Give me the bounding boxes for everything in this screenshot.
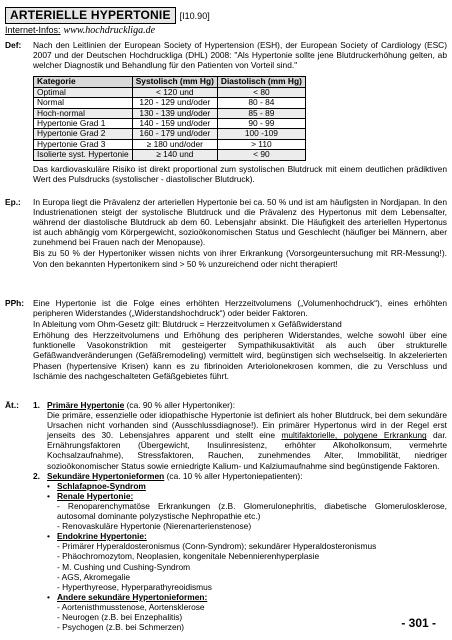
page-number: - 301 - bbox=[401, 616, 436, 630]
bullet-icon: • bbox=[47, 531, 50, 542]
table-cell: ≥ 140 und bbox=[132, 150, 217, 160]
epidemiology-paragraph: Bis zu 50 % der Hypertoniker wissen nichts von ihrer Erkrankung (Vorsorgeuntersuchung mit RR-Messung!). Von den bekannten Hypertonikern sind > 50 % unzureichend oder nicht therapiert! bbox=[33, 248, 447, 269]
item-number: 1. bbox=[33, 400, 40, 410]
table-cell: Normal bbox=[34, 98, 133, 108]
list-item bbox=[47, 491, 447, 531]
bullet-heading: Schlafapnoe-Syndrom bbox=[57, 480, 146, 491]
list-item bbox=[47, 531, 447, 592]
table-cell: Hypertonie Grad 3 bbox=[34, 139, 133, 149]
item-number: 2. bbox=[33, 470, 40, 481]
definition-text: Nach den Leitlinien der European Society of Hypertension (ESH), der European Society of Cardiology (ESC) 2007 und der Deutschen Hochdruckliga (DHL) 2008: "Als Hypertonie sollte jene Blutdruckerhöhung gelten, ab welcher Diagnostik und Behandlung für den Patienten von Vorteil sind." bbox=[33, 40, 447, 71]
table-cell: ≥ 180 und/oder bbox=[132, 139, 217, 149]
table-row bbox=[34, 98, 306, 108]
pathophysiology-paragraph: Erhöhung des Herzzeitvolumens und Erhöhung des peripheren Widerstandes, welche sowohl über eine funktionelle Vasokonstriktion mit gesteigerter Sympathikusaktivität als auch über strukturelle Gefäßwandveränderungen (Gefäßremodeling) vermittelt wird, begünstigen sich wechselseitig. In akzelerierten Phasen (hypertensive Krisen) kann es zu fibrinoiden Arteriolonekrosen kommen, die zu Verschluss und Ischämie des nachgeschalteten Gefäßgebietes führt. bbox=[33, 330, 447, 381]
list-item bbox=[47, 592, 447, 632]
table-cell: < 80 bbox=[217, 87, 305, 97]
pathophysiology-section bbox=[5, 298, 447, 381]
internet-label: Internet-Infos: bbox=[5, 25, 61, 35]
table-cell: 85 - 89 bbox=[217, 108, 305, 118]
icd-code: [I10.90] bbox=[179, 10, 210, 21]
bullet-icon: • bbox=[47, 591, 50, 602]
bullet-heading: Endokrine Hypertonie: bbox=[57, 531, 147, 542]
sub-line: - Hyperthyreose, Hyperparathyreoidismus bbox=[57, 581, 212, 592]
table-cell: < 120 und bbox=[132, 87, 217, 97]
pathophysiology-paragraph: Eine Hypertonie ist die Folge eines erhöhten Herzzeitvolumens („Volumenhochdruck“), eines erhöhten peripheren Widerstandes („Widerstandshochdruck“) oder beider Faktoren. bbox=[33, 298, 447, 319]
sub-line: - Primärer Hyperaldosteronismus (Conn-Syndrom); sekundärer Hyperaldosteronismus bbox=[57, 541, 377, 552]
table-cell: 140 - 159 und/oder bbox=[132, 118, 217, 128]
sub-line: - Neurogen (z.B. bei Enzephalitis) bbox=[57, 611, 183, 622]
etiology-item-primary bbox=[33, 400, 447, 471]
table-note: Das kardiovaskuläre Risiko ist direkt proportional zum systolischen Blutdruck mit einem deutlichen prädiktiven Wert des Pulsdrucks (systolischer - diastolischer Blutdruck). bbox=[33, 163, 447, 184]
epidemiology-label: Ep.: bbox=[5, 197, 21, 207]
section-header bbox=[5, 7, 210, 24]
item-heading-rest: (ca. 10 % aller Hypertoniepatienten): bbox=[164, 470, 303, 481]
definition-section bbox=[5, 40, 447, 184]
table-row bbox=[34, 150, 306, 160]
table-row bbox=[34, 108, 306, 118]
table-cell: Hoch-normal bbox=[34, 108, 133, 118]
section-title: ARTERIELLE HYPERTONIE bbox=[5, 7, 176, 24]
item-heading: Primäre Hypertonie bbox=[47, 400, 125, 410]
internet-infos bbox=[5, 25, 155, 36]
internet-url[interactable]: www.hochdruckliga.de bbox=[63, 25, 156, 36]
primary-text: dar. Ernährungsfaktoren (Übergewicht, Insulinresistenz, erhöhter Alkoholkonsum, vermehrte Kochsalzaufnahme), Stressfaktoren, Rauchen, zunehmendes Alter, Immobilität, niedriger sozioökonomischer Status sowie erniedrigte Kalium- und Kalziumaufnahme sind begünstigende Faktoren. bbox=[47, 430, 447, 471]
table-cell: 120 - 129 und/oder bbox=[132, 98, 217, 108]
item-heading: Sekundäre Hypertonieformen bbox=[47, 470, 165, 481]
table-header: Diastolisch (mm Hg) bbox=[217, 77, 305, 87]
table-cell: Hypertonie Grad 2 bbox=[34, 129, 133, 139]
bullet-heading: Renale Hypertonie: bbox=[57, 490, 134, 501]
table-cell: 130 - 139 und/oder bbox=[132, 108, 217, 118]
bp-classification-table bbox=[33, 76, 306, 160]
table-header: Systolisch (mm Hg) bbox=[132, 77, 217, 87]
table-row bbox=[34, 118, 306, 128]
table-row bbox=[34, 87, 306, 97]
table-cell: < 90 bbox=[217, 150, 305, 160]
table-cell: Optimal bbox=[34, 87, 133, 97]
bullet-heading: Andere sekundäre Hypertonieformen: bbox=[57, 591, 208, 602]
epidemiology-paragraph: In Europa liegt die Prävalenz der arteriellen Hypertonie bei ca. 50 % und ist am häufigsten in Nordjapan. In den Industrienationen steigt der systolische Blutdruck und die Prävalenz des Hypertonus mit dem Lebensalter, während der diastolische Blutdruck ab dem 60. Lebensjahr absinkt. Die Häufigkeit des arteriellen Hypertonus ist auch abhängig vom Körpergewicht, sozioökonomischen Status und Geschlecht (häufiger bei Männern, aber zunehmend bei Frauen nach der Menopause). bbox=[33, 197, 447, 248]
sub-line: - AGS, Akromegalie bbox=[57, 571, 131, 582]
table-cell: > 110 bbox=[217, 139, 305, 149]
etiology-item-secondary bbox=[33, 471, 447, 633]
table-cell: 90 - 99 bbox=[217, 118, 305, 128]
item-heading-rest: (ca. 90 % aller Hypertoniker): bbox=[124, 400, 236, 410]
bullet-icon: • bbox=[47, 480, 50, 491]
table-header: Kategorie bbox=[34, 77, 133, 87]
pathophysiology-label: PPh: bbox=[5, 298, 25, 308]
definition-label: Def: bbox=[5, 40, 22, 50]
pathophysiology-paragraph: In Ableitung vom Ohm-Gesetz gilt: Blutdruck = Herzzeitvolumen x Gefäßwiderstand bbox=[33, 319, 342, 330]
sub-line: - Phäochromozytom, Neoplasien, kongenitale Nebennierenhyperplasie bbox=[57, 551, 320, 562]
primary-text-emphasis: multifaktorielle, polygene Erkrankung bbox=[281, 430, 427, 441]
table-cell: 160 - 179 und/oder bbox=[132, 129, 217, 139]
sub-line: - Aortenisthmusstenose, Aortensklerose bbox=[57, 601, 205, 612]
table-row bbox=[34, 129, 306, 139]
sub-line: - Renovaskuläre Hypertonie (Nierenarterienstenose) bbox=[57, 521, 252, 532]
table-cell: 80 - 84 bbox=[217, 98, 305, 108]
etiology-section bbox=[5, 400, 447, 632]
table-cell: Hypertonie Grad 1 bbox=[34, 118, 133, 128]
table-row bbox=[34, 139, 306, 149]
table-cell: 100 -109 bbox=[217, 129, 305, 139]
sub-line: - Renoparenchymatöse Erkrankungen (z.B. Glomerulonephritis, diabetische Glomerulosklerose, autosomal dominante polyzystische Nephropathie etc.) bbox=[57, 500, 447, 522]
bullet-icon: • bbox=[47, 490, 50, 501]
epidemiology-section bbox=[5, 197, 447, 269]
table-cell: Isolierte syst. Hypertonie bbox=[34, 150, 133, 160]
table-header-row bbox=[34, 77, 306, 87]
primary-text: Die primäre, essenzielle oder idiopathische Hypertonie ist definiert als hoher Blutdruck, bei dem sekundäre Ursachen nicht vorhanden sind (Ausschlussdiagnose!). Ein primärer Hypertonus wird in der Regel erst jenseits des 30. Lebensjahres apparent und stellt eine bbox=[47, 410, 447, 441]
list-item bbox=[47, 481, 447, 491]
etiology-label: Ät.: bbox=[5, 400, 19, 410]
sub-line: - Psychogen (z.B. bei Schmerzen) bbox=[57, 622, 185, 633]
sub-line: - M. Cushing und Cushing-Syndrom bbox=[57, 561, 191, 572]
